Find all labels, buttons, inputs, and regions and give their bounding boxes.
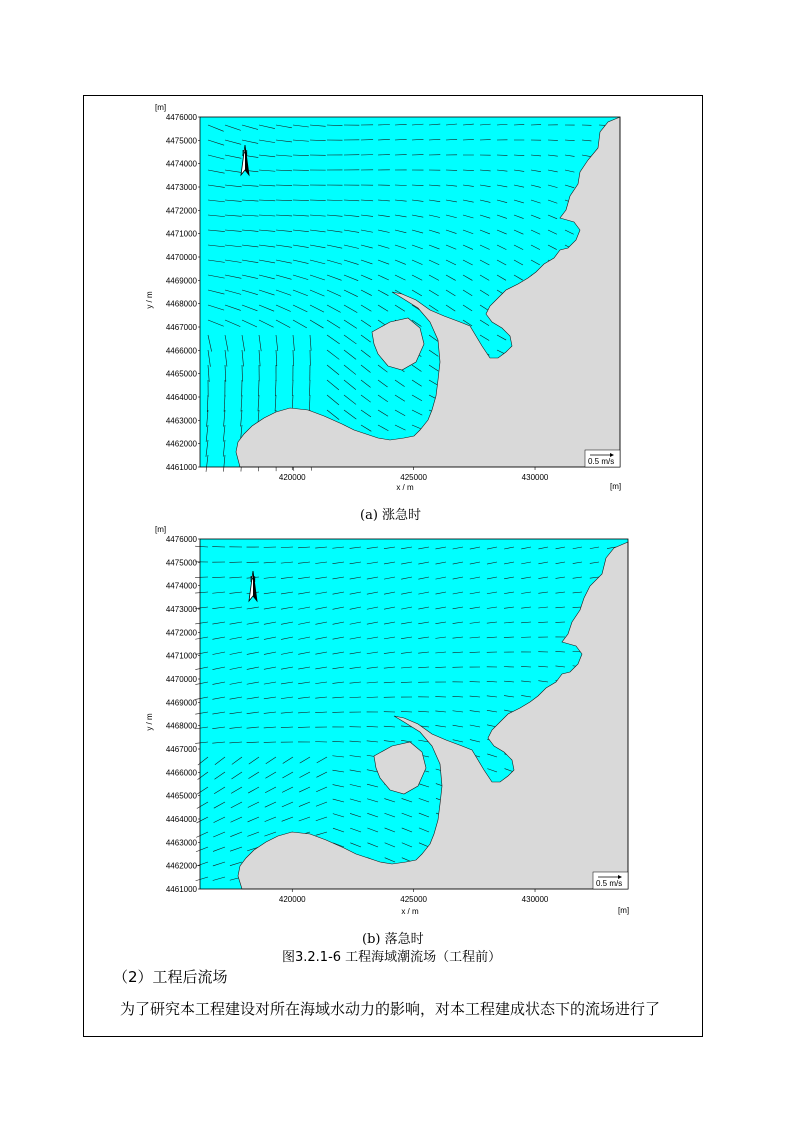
y-tick-label: 4470000 [165, 675, 197, 684]
y-tick-label: 4465000 [165, 791, 197, 801]
y-tick-label: 4464000 [165, 393, 197, 402]
figure-title: 图3.2.1-6 工程海域潮流场（工程前） [282, 950, 502, 965]
x-tick-label: 430000 [521, 895, 549, 904]
y-tick-label: 4473000 [165, 183, 197, 192]
flow-field-svg-ebb [140, 522, 640, 920]
y-axis-label: y / m [145, 713, 154, 731]
y-tick-labels [166, 535, 200, 894]
unit-top-label: [m] [155, 525, 167, 534]
caption-ebb: (b) 落急时 [362, 932, 424, 947]
velocity-scale-legend [585, 450, 620, 467]
x-tick-label: 425000 [400, 473, 427, 482]
y-tick-label: 4468000 [165, 299, 197, 309]
x-axis-label: x / m [401, 907, 419, 916]
y-tick-label: 4475000 [165, 558, 197, 568]
unit-top-label: [m] [155, 103, 167, 112]
y-tick-label: 4474000 [165, 581, 197, 591]
y-tick-label: 4476000 [165, 113, 197, 122]
y-tick-label: 4469000 [165, 276, 197, 286]
velocity-scale-legend [593, 872, 628, 889]
y-tick-label: 4462000 [165, 861, 197, 871]
y-tick-label: 4461000 [165, 463, 197, 472]
svg-text:0.5 m/s: 0.5 m/s [588, 457, 615, 466]
y-tick-label: 4469000 [165, 698, 197, 708]
y-tick-label: 4474000 [165, 159, 197, 169]
section-heading: （2）工程后流场 [113, 968, 228, 986]
y-tick-label: 4467000 [165, 323, 197, 332]
y-tick-label: 4463000 [165, 838, 197, 848]
y-tick-label: 4475000 [165, 136, 197, 146]
x-tick-label: 430000 [521, 473, 549, 482]
caption-flood: (a) 涨急时 [360, 508, 422, 523]
y-tick-label: 4466000 [165, 768, 197, 778]
unit-right-label: [m] [618, 906, 630, 915]
y-tick-label: 4464000 [165, 815, 197, 824]
y-tick-label: 4462000 [165, 439, 197, 449]
y-tick-label: 4461000 [165, 885, 197, 894]
flow-field-plot-ebb [140, 522, 640, 920]
flow-field-svg-flood [140, 100, 640, 495]
x-tick-label: 425000 [400, 895, 427, 904]
y-tick-label: 4465000 [165, 369, 197, 379]
y-tick-label: 4471000 [165, 229, 197, 239]
svg-text:N: N [242, 149, 248, 158]
y-tick-label: 4470000 [165, 253, 197, 262]
flow-field-plot-flood [140, 100, 640, 495]
y-tick-label: 4468000 [165, 721, 197, 731]
unit-right-label: [m] [610, 482, 622, 491]
y-tick-label: 4472000 [165, 206, 197, 216]
y-tick-label: 4471000 [165, 651, 197, 661]
x-tick-label: 420000 [278, 473, 306, 482]
y-tick-label: 4466000 [165, 346, 197, 356]
svg-text:N: N [250, 575, 256, 584]
x-axis-label: x / m [396, 483, 414, 492]
y-tick-label: 4476000 [165, 535, 197, 544]
y-tick-label: 4472000 [165, 628, 197, 638]
y-tick-label: 4463000 [165, 416, 197, 426]
y-axis-label: y / m [145, 291, 154, 309]
y-tick-label: 4467000 [165, 745, 197, 754]
x-tick-labels [279, 889, 549, 904]
x-tick-label: 420000 [278, 895, 306, 904]
body-paragraph: 为了研究本工程建设对所在海域水动力的影响，对本工程建成状态下的流场进行了 [120, 1000, 661, 1018]
y-tick-label: 4473000 [165, 605, 197, 614]
svg-text:0.5 m/s: 0.5 m/s [596, 879, 623, 888]
x-tick-labels [279, 467, 549, 482]
y-tick-labels [166, 113, 200, 472]
